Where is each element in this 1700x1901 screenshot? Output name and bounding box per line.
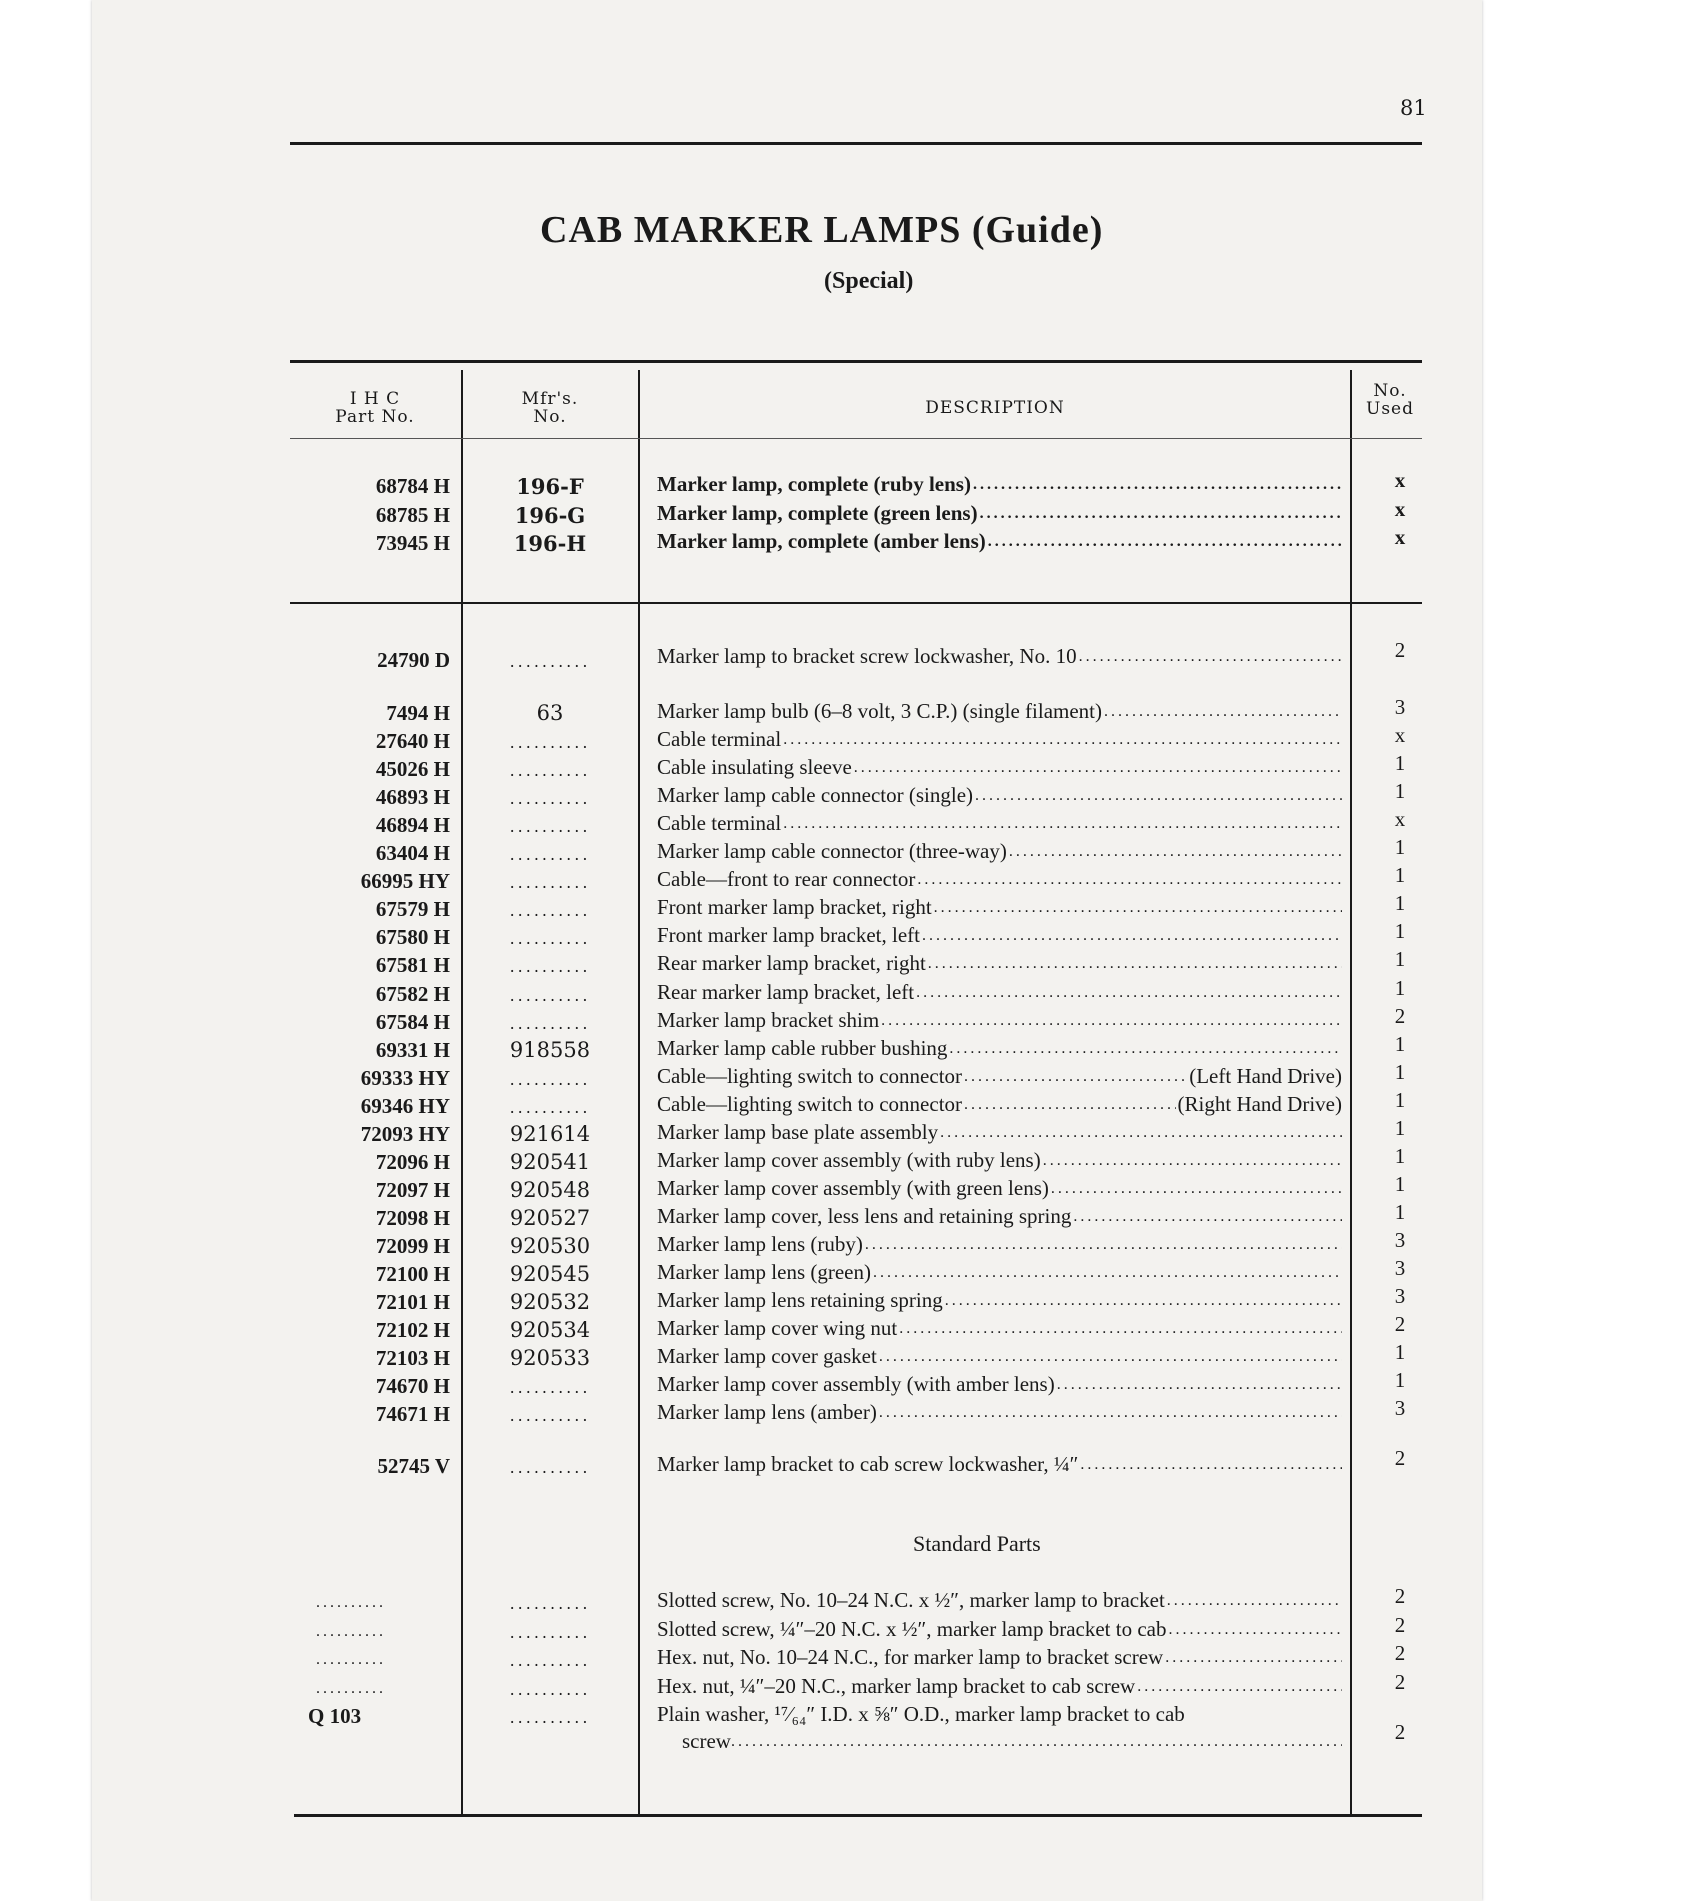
- leader-dots: [1165, 1645, 1342, 1670]
- leader-dots: [1057, 1372, 1342, 1397]
- leader-dots: [1167, 1588, 1342, 1613]
- header-used-line2: Used: [1366, 399, 1414, 419]
- quantity-used: 2: [1394, 1669, 1406, 1694]
- part-number: 72093 HY: [360, 1121, 450, 1146]
- description: [657, 980, 1342, 1005]
- leader-dots: [964, 1092, 1176, 1117]
- mfr-number: ..........: [509, 957, 591, 977]
- part-number: 72097 H: [375, 1177, 450, 1202]
- description-text: Cable—lighting switch to connector: [657, 1063, 963, 1088]
- quantity-used: 3: [1394, 1396, 1406, 1421]
- part-number: ..........: [316, 1651, 386, 1668]
- group-separator-rule: [290, 602, 1422, 604]
- table-row: [0, 863, 1700, 895]
- table-row: [0, 1641, 1700, 1673]
- description-text: Marker lamp cover gasket: [657, 1344, 877, 1369]
- description-continuation: [682, 1729, 1342, 1754]
- description: [657, 1400, 1342, 1425]
- quantity-used: 1: [1394, 891, 1406, 916]
- table-row: [0, 1199, 1700, 1232]
- leader-dots: [854, 755, 1342, 780]
- description: [657, 811, 1342, 836]
- mfr-number: 196-G: [514, 502, 586, 528]
- table-row: [0, 1087, 1700, 1120]
- description: [657, 1372, 1342, 1397]
- description: [657, 1148, 1342, 1173]
- description: [657, 783, 1342, 808]
- leader-dots: [783, 811, 1342, 836]
- description: [657, 895, 1342, 920]
- leader-dots: [1043, 1148, 1342, 1173]
- description-continuation-text: screw: [682, 1729, 731, 1753]
- mfr-number: ..........: [509, 845, 591, 865]
- description-text: Plain washer, ¹⁷⁄₆₄″ I.D. x ⅝″ O.D., marker lamp bracket to cab: [657, 1702, 1185, 1726]
- quantity-used: x: [1394, 723, 1406, 748]
- part-number: ..........: [316, 1622, 386, 1640]
- leader-dots: [980, 501, 1342, 526]
- leader-dots: [881, 1008, 1342, 1033]
- description: [657, 1674, 1342, 1699]
- quantity-used: 3: [1394, 1256, 1406, 1280]
- leader-dots: [1104, 699, 1342, 724]
- mfr-number: 920548: [509, 1177, 591, 1202]
- description: [657, 951, 1342, 976]
- page-number: 81: [1400, 96, 1427, 120]
- mfr-number: 920541: [509, 1149, 591, 1174]
- description-text: Slotted screw, No. 10–24 N.C. x ½″, marker lamp to bracket: [657, 1588, 1165, 1612]
- mfr-number: 920533: [509, 1346, 591, 1371]
- description-suffix: (Right Hand Drive): [1177, 1091, 1342, 1116]
- part-number: 72099 H: [375, 1233, 450, 1258]
- mfr-number: 918558: [509, 1037, 591, 1062]
- description-text: Marker lamp, complete (green lens): [657, 500, 978, 525]
- description-text: Cable terminal: [657, 811, 782, 836]
- description: [657, 867, 1342, 892]
- quantity-used: 1: [1394, 1031, 1406, 1056]
- mfr-number: 920527: [509, 1205, 591, 1230]
- mfr-number: 921614: [509, 1121, 591, 1146]
- mfr-number: 63: [536, 701, 564, 725]
- mfr-number: ..........: [509, 1622, 591, 1642]
- part-number: Q 103: [308, 1704, 362, 1728]
- header-under-rule: [290, 438, 1422, 439]
- part-number: 72103 H: [375, 1346, 450, 1371]
- description-text: Cable terminal: [657, 727, 782, 752]
- description: [657, 923, 1342, 948]
- table-row: [0, 891, 1700, 923]
- part-number: 67584 H: [375, 1009, 450, 1034]
- part-number: 67580 H: [375, 925, 450, 950]
- leader-dots: [899, 1316, 1342, 1341]
- quantity-used: x: [1394, 496, 1406, 521]
- mfr-number: ..........: [509, 873, 591, 893]
- part-number: 63404 H: [375, 841, 450, 866]
- mfr-number: ..........: [509, 1069, 591, 1089]
- quantity-used: 1: [1394, 1368, 1406, 1393]
- part-number: 46894 H: [375, 813, 450, 838]
- mfr-number: ..........: [509, 817, 591, 837]
- part-number: 72101 H: [375, 1290, 450, 1315]
- table-row: [0, 496, 1700, 529]
- part-number: 74670 H: [375, 1374, 450, 1399]
- description-text: Cable insulating sleeve: [657, 755, 852, 780]
- quantity-used: 1: [1394, 1087, 1406, 1112]
- description-text: Marker lamp lens (green): [657, 1260, 871, 1284]
- description: [657, 1092, 1342, 1117]
- part-number: 69331 H: [375, 1037, 450, 1062]
- leader-dots: [988, 529, 1342, 554]
- leader-dots: [1169, 1617, 1343, 1642]
- table-row: [0, 525, 1700, 557]
- leader-dots: [1073, 1204, 1342, 1229]
- mfr-number: ..........: [509, 1708, 591, 1727]
- part-number: 7494 H: [386, 701, 450, 725]
- leader-dots: [917, 867, 1342, 892]
- description: [657, 1064, 1342, 1089]
- description-text: Marker lamp cable connector (three-way): [657, 839, 1007, 864]
- table-row: [0, 1340, 1700, 1372]
- quantity-used: 3: [1394, 1284, 1406, 1309]
- description: [657, 1452, 1342, 1477]
- quantity-used: 1: [1394, 975, 1406, 1000]
- table-row: [0, 1446, 1700, 1480]
- description-text: Hex. nut, ¼″–20 N.C., marker lamp bracket to cab screw: [657, 1673, 1136, 1698]
- header-mfr-line2: No.: [533, 407, 567, 427]
- part-number: 67579 H: [375, 897, 450, 922]
- description: [657, 727, 1342, 752]
- leader-dots: [1009, 839, 1342, 864]
- description-text: Marker lamp base plate assembly: [657, 1119, 939, 1144]
- description-text: Marker lamp lens (ruby): [657, 1231, 863, 1256]
- description: [657, 644, 1342, 669]
- quantity-used: 1: [1394, 779, 1406, 804]
- mfr-number: ..........: [509, 929, 591, 949]
- description: [657, 1344, 1342, 1369]
- description-text: Marker lamp cable connector (single): [657, 783, 974, 808]
- part-number: 68785 H: [375, 502, 450, 527]
- mfr-number: ..........: [509, 1458, 591, 1477]
- mfr-number: 920530: [509, 1233, 591, 1258]
- table-row: [0, 975, 1700, 1008]
- table-row: [0, 1584, 1700, 1616]
- leader-dots: [1137, 1674, 1342, 1699]
- table-row: [0, 638, 1700, 672]
- page-title: CAB MARKER LAMPS (Guide): [540, 209, 1104, 251]
- description-text: Marker lamp cover assembly (with amber lens): [657, 1372, 1055, 1397]
- table-row: [0, 1612, 1700, 1645]
- table-row: [0, 1396, 1700, 1428]
- description-text: Marker lamp cover, less lens and retaining spring: [657, 1203, 1072, 1228]
- page-subtitle: (Special): [824, 268, 914, 294]
- mfr-number: ..........: [509, 985, 591, 1005]
- description-text: Slotted screw, ¼″–20 N.C. x ½″, marker lamp bracket to cab: [657, 1616, 1167, 1641]
- mfr-number: ..........: [509, 1594, 591, 1613]
- description-text: Marker lamp lens (amber): [657, 1400, 877, 1425]
- description-text: Marker lamp, complete (amber lens): [657, 529, 986, 553]
- leader-dots: [928, 951, 1342, 976]
- leader-dots: [975, 783, 1342, 808]
- quantity-used: x: [1394, 525, 1406, 549]
- part-number: 72100 H: [375, 1262, 450, 1286]
- mfr-number: ..........: [509, 733, 591, 753]
- mfr-number: ..........: [509, 652, 591, 671]
- description-text: Rear marker lamp bracket, left: [657, 979, 915, 1004]
- quantity-used: 3: [1394, 1227, 1406, 1252]
- table-row: [0, 1368, 1700, 1400]
- part-number: 72096 H: [375, 1149, 450, 1174]
- leader-dots: [1079, 644, 1342, 669]
- quantity-used: 1: [1394, 751, 1406, 776]
- quantity-used: 2: [1394, 1446, 1406, 1470]
- description-text: Cable—front to rear connector: [657, 867, 916, 892]
- description: [657, 1588, 1342, 1613]
- quantity-used: 2: [1394, 1584, 1406, 1608]
- part-number: 45026 H: [375, 757, 450, 782]
- description-text: Marker lamp bracket shim: [657, 1007, 880, 1032]
- quantity-used: 2: [1394, 1720, 1406, 1744]
- mfr-number: ..........: [509, 761, 591, 781]
- leader-dots: [879, 1400, 1342, 1425]
- description: [657, 1036, 1342, 1061]
- part-number: ..........: [316, 1679, 386, 1697]
- description: [657, 1008, 1342, 1033]
- mfr-number: ..........: [509, 1378, 591, 1398]
- quantity-used: 2: [1394, 1612, 1406, 1637]
- part-number: 66995 HY: [360, 869, 450, 894]
- description-text: Marker lamp cover assembly (with ruby lens): [657, 1147, 1041, 1172]
- quantity-used: 1: [1394, 1199, 1406, 1224]
- description: [657, 1176, 1342, 1201]
- table-row: [0, 1031, 1700, 1064]
- mfr-number: 196-H: [513, 531, 587, 556]
- header-no-used: [1355, 382, 1425, 418]
- header-used-line1: No.: [1373, 381, 1407, 401]
- mfr-number: ..........: [509, 1013, 591, 1033]
- part-number: 46893 H: [375, 785, 450, 810]
- description-suffix: (Left Hand Drive): [1189, 1063, 1342, 1088]
- quantity-used: 2: [1394, 1003, 1406, 1028]
- description-text: Front marker lamp bracket, left: [657, 923, 920, 948]
- leader-dots: [934, 895, 1342, 920]
- table-bottom-rule: [294, 1814, 1422, 1817]
- table-row: [0, 1256, 1700, 1288]
- quantity-used: 1: [1394, 1059, 1406, 1084]
- table-row: [0, 1115, 1700, 1148]
- description: [657, 501, 1342, 526]
- table-row: [0, 1171, 1700, 1204]
- mfr-number: ..........: [509, 789, 591, 809]
- description-text: Marker lamp cover assembly (with green lens): [657, 1175, 1049, 1200]
- quantity-used: 1: [1394, 1171, 1406, 1196]
- description: [657, 1120, 1342, 1145]
- table-top-rule: [290, 360, 1422, 363]
- description-text: Cable—lighting switch to connector: [657, 1091, 963, 1116]
- table-row: [0, 807, 1700, 839]
- part-number: 74671 H: [375, 1402, 450, 1427]
- description-text: Hex. nut, No. 10–24 N.C., for marker lamp to bracket screw: [657, 1645, 1164, 1669]
- part-number: 73945 H: [375, 531, 450, 555]
- header-mfr-no: [490, 390, 610, 426]
- description: [657, 1316, 1342, 1341]
- quantity-used: 2: [1394, 1312, 1406, 1337]
- description: [657, 1288, 1342, 1313]
- quantity-used: 2: [1394, 1641, 1406, 1665]
- part-number: 72098 H: [375, 1205, 450, 1230]
- part-number: 27640 H: [375, 729, 450, 754]
- mfr-number: ..........: [509, 1679, 591, 1699]
- quantity-used: x: [1394, 807, 1406, 832]
- table-row: [0, 723, 1700, 755]
- table-row: [0, 1227, 1700, 1260]
- table-row: [0, 947, 1700, 979]
- leader-dots: [940, 1120, 1342, 1145]
- description: [657, 839, 1342, 864]
- description-text: Marker lamp bulb (6–8 volt, 3 C.P.) (single filament): [657, 699, 1103, 723]
- mfr-number: ..........: [509, 1406, 591, 1426]
- table-row: [0, 1312, 1700, 1344]
- leader-dots: [879, 1344, 1342, 1369]
- leader-dots: [916, 980, 1342, 1005]
- leader-dots: [783, 727, 1342, 752]
- table-row: [0, 695, 1700, 727]
- description: [657, 472, 1342, 497]
- quantity-used: 1: [1394, 947, 1406, 972]
- quantity-used: x: [1394, 468, 1406, 492]
- leader-dots: [973, 472, 1342, 497]
- part-number: 68784 H: [375, 474, 450, 498]
- header-description: DESCRIPTION: [925, 398, 1065, 418]
- leader-dots: [945, 1288, 1342, 1313]
- description-text: Marker lamp cable rubber bushing: [657, 1035, 948, 1060]
- mfr-number: 920534: [509, 1318, 591, 1343]
- leader-dots: [873, 1260, 1342, 1285]
- mfr-number: 920532: [509, 1290, 591, 1315]
- description-text: Front marker lamp bracket, right: [657, 895, 932, 920]
- part-number: 52745 V: [377, 1454, 450, 1478]
- mfr-number: ..........: [509, 901, 591, 921]
- quantity-used: 1: [1394, 1143, 1406, 1168]
- description-text: Marker lamp to bracket screw lockwasher, No. 10: [657, 644, 1077, 668]
- part-number: 69346 HY: [360, 1093, 450, 1118]
- quantity-used: 1: [1394, 919, 1406, 944]
- description: [657, 755, 1342, 780]
- description-text: Marker lamp cover wing nut: [657, 1316, 898, 1341]
- table-row: [0, 1702, 1700, 1730]
- mfr-number: 920545: [509, 1262, 591, 1286]
- part-number: 24790 D: [377, 648, 450, 672]
- quantity-used: 1: [1394, 835, 1406, 860]
- mfr-number: ..........: [509, 1097, 591, 1117]
- leader-dots: [964, 1064, 1187, 1089]
- description: [657, 1645, 1342, 1670]
- table-row: [0, 779, 1700, 811]
- description: [657, 1702, 1342, 1727]
- description: [657, 529, 1342, 554]
- table-row: [0, 1669, 1700, 1702]
- description: [657, 1232, 1342, 1257]
- header-mfr-line1: Mfr's.: [521, 389, 579, 409]
- leader-dots: [922, 923, 1342, 948]
- description: [657, 1617, 1342, 1642]
- table-row: [0, 751, 1700, 783]
- table-row: [0, 1003, 1700, 1036]
- description-text: Marker lamp, complete (ruby lens): [657, 472, 971, 496]
- table-row: [0, 919, 1700, 951]
- header-ihc-line2: Part No.: [335, 407, 415, 427]
- quantity-used: 3: [1394, 695, 1406, 719]
- part-number: ..........: [316, 1594, 386, 1611]
- leader-dots: [949, 1036, 1342, 1061]
- table-row: [0, 1059, 1700, 1092]
- standard-parts-heading: Standard Parts: [913, 1531, 1041, 1556]
- description: [657, 1260, 1342, 1285]
- part-number: 72102 H: [375, 1318, 450, 1343]
- table-row: [0, 1143, 1700, 1176]
- table-row: [0, 468, 1700, 500]
- leader-dots: [731, 1729, 1342, 1754]
- header-ihc-line1: I H C: [349, 389, 401, 409]
- table-row: [0, 1284, 1700, 1316]
- table-row: [0, 835, 1700, 867]
- mfr-number: ..........: [509, 1651, 591, 1670]
- header-ihc-part-no: [310, 390, 440, 426]
- quantity-used: 1: [1394, 1340, 1406, 1365]
- description-text: Marker lamp bracket to cab screw lockwasher, ¼″: [657, 1452, 1079, 1476]
- leader-dots: [1051, 1176, 1342, 1201]
- leader-dots: [1080, 1452, 1342, 1477]
- description-text: Rear marker lamp bracket, right: [657, 951, 926, 976]
- leader-dots: [865, 1232, 1342, 1257]
- part-number: 69333 HY: [360, 1065, 450, 1090]
- quantity-used: 1: [1394, 1115, 1406, 1140]
- description-text: Marker lamp lens retaining spring: [657, 1288, 943, 1313]
- quantity-used: 2: [1394, 638, 1406, 662]
- part-number: 67581 H: [375, 953, 450, 978]
- description: [657, 1204, 1342, 1229]
- quantity-used: 1: [1394, 863, 1406, 888]
- description: [657, 699, 1342, 724]
- top-rule: [290, 142, 1422, 145]
- mfr-number: 196-F: [516, 474, 584, 499]
- part-number: 67582 H: [375, 981, 450, 1006]
